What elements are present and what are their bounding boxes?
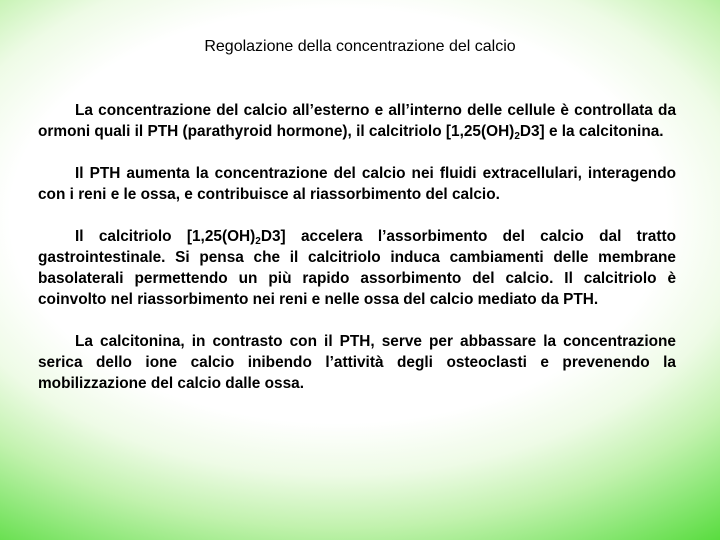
paragraph-pth: Il PTH aumenta la concentrazione del calcio nei fluidi extracellulari, interagendo con i reni e le ossa, e contribuisce al riassorbimento del calcio. — [38, 165, 676, 203]
paragraph-hormones — [38, 100, 676, 142]
paragraph-calcitriol-text: Il calcitriolo [1,25(OH) — [75, 228, 256, 245]
subscript-2: 2 — [514, 131, 520, 142]
subscript-2: 2 — [255, 236, 261, 247]
paragraph-hormones-text-end: D3] e la calcitonina. — [519, 123, 664, 140]
paragraph-calcitonin: La calcitonina, in contrasto con il PTH, serve per abbassare la concentrazione serica dello ione calcio inibendo l’attività degli osteoclasti e prevenendo la mobilizzazione del calcio dalle ossa. — [38, 333, 676, 392]
slide-title: Regolazione della concentrazione del calcio — [204, 38, 516, 55]
paragraph-calcitriol — [38, 226, 676, 310]
paragraph-calcitriol-text-end: D3] accelera l’assorbimento del calcio dal tratto gastrointestinale. Si pensa che il calcitriolo induca cambiamenti delle membrane basolaterali permettendo un più rapido assorbimento del calcio. Il calcitriolo è coinvolto nel riassorbimento nei reni e nelle ossa del calcio mediato da PTH. — [38, 228, 676, 308]
slide-body — [38, 100, 676, 415]
paragraph-hormones-text: La concentrazione del calcio all’esterno e all’interno delle cellule è controllata da ormoni quali il PTH (parathyroid hormone), il calcitriolo [1,25(OH) — [38, 102, 676, 140]
